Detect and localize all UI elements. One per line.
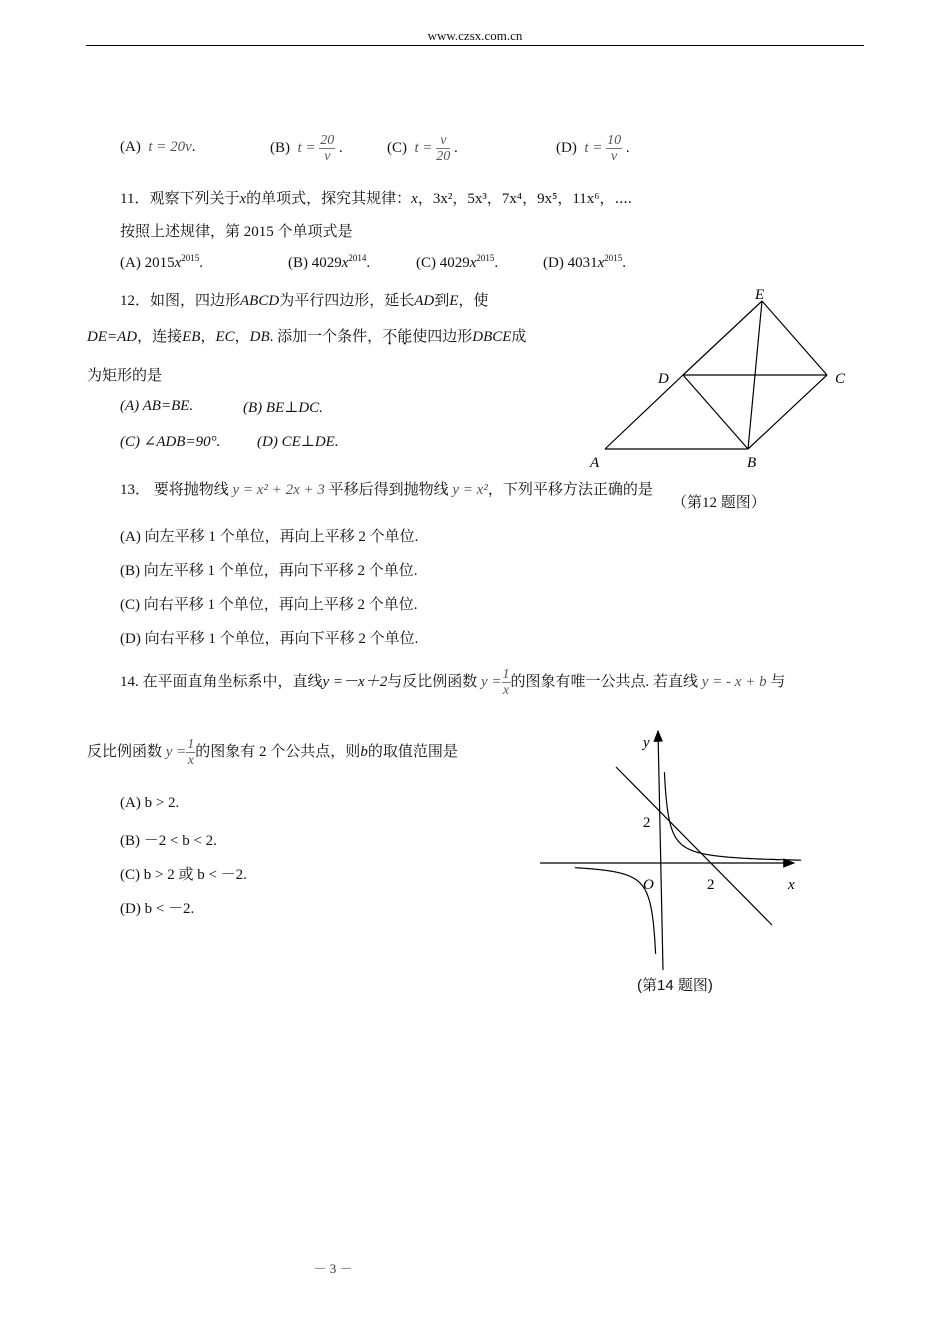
page-number: － 3 － bbox=[313, 1261, 353, 1276]
label-e: E bbox=[755, 287, 765, 303]
q12-option-c: (C) ∠ADB=90°. bbox=[120, 434, 221, 450]
segment-ad bbox=[605, 375, 683, 449]
segment-ec bbox=[762, 301, 827, 375]
q10-option-b: (B) t = $\frac{20}{v}$ . bbox=[270, 133, 343, 164]
q13-option-a: (A) 向左平移 1 个单位，再向上平移 2 个单位. bbox=[120, 529, 419, 545]
q14-figure bbox=[530, 725, 810, 975]
q13-option-b: (B) 向左平移 1 个单位，再向下平移 2 个单位. bbox=[120, 563, 418, 579]
header-rule bbox=[86, 45, 864, 46]
label-y-two: 2 bbox=[643, 815, 651, 831]
q14-line2: 反比例函数 y = $\frac{1}{x}$ 的图象有 2 个公共点，则b的取值范围是 bbox=[87, 737, 458, 768]
segment-bc bbox=[748, 375, 827, 449]
y-axis bbox=[658, 731, 663, 970]
q14-option-b: (B) －2 < b < 2. bbox=[120, 833, 217, 849]
label-x-axis: x bbox=[788, 877, 795, 893]
q10-option-d: (D) t = $\frac{10}{v}$ . bbox=[556, 133, 630, 164]
q12-option-b: (B) BE⊥DC. bbox=[243, 400, 323, 416]
q11-option-d: (D) $4031x^{2015}$. bbox=[543, 253, 626, 271]
page-header-site: www.czsx.com.cn bbox=[427, 28, 523, 43]
q11-option-a: (A) $2015x^{2015}$. bbox=[120, 253, 203, 271]
q11-stem: 11．观察下列关于x的单项式，探究其规律：x，3x²，5x³，7x⁴，9x⁵，11x⁶，⋯. bbox=[120, 191, 632, 207]
q11-option-b: (B) $4029x^{2014}$. bbox=[288, 253, 371, 271]
q12-option-d: (D) CE⊥DE. bbox=[257, 434, 339, 450]
label-origin: O bbox=[643, 877, 654, 893]
segment-de bbox=[683, 301, 762, 375]
q12-line3: 为矩形的是 bbox=[87, 368, 163, 384]
q13-option-c: (C) 向右平移 1 个单位，再向上平移 2 个单位. bbox=[120, 597, 418, 613]
label-c: C bbox=[835, 371, 846, 387]
q14-option-d: (D) b < －2. bbox=[120, 901, 195, 917]
q10-option-a: (A) t = 20v. bbox=[120, 139, 196, 155]
q12-figure bbox=[580, 282, 870, 482]
segment-db bbox=[683, 375, 748, 449]
q12-line2: DE=AD，连接EB，EC，DB. 添加一个条件，不能使四边形DBCE成 bbox=[87, 329, 527, 345]
q14-option-a: (A) b > 2. bbox=[120, 795, 180, 811]
line-graph bbox=[616, 767, 772, 925]
q12-option-a: (A) AB=BE. bbox=[120, 398, 194, 414]
q11-line2: 按照上述规律，第 2015 个单项式是 bbox=[120, 224, 353, 240]
q12-line1: 12．如图，四边形ABCD为平行四边形，延长AD到E，使 bbox=[120, 293, 489, 309]
q13-stem: 13． 要将抛物线 y = x² + 2x + 3 平移后得到抛物线 y = x²，下列平移方法正确的是 bbox=[120, 482, 653, 498]
label-b: B bbox=[747, 455, 757, 471]
label-a: A bbox=[590, 455, 600, 471]
q11-option-c: (C) $4029x^{2015}$. bbox=[416, 253, 499, 271]
q14-line1: 14. 在平面直角坐标系中，直线y =－x＋2与反比例函数 y = $\frac{1}{x}$ 的图象有唯一公共点. 若直线 y = - x + b 与 bbox=[120, 667, 786, 698]
label-d: D bbox=[658, 371, 669, 387]
hyperbola-branch-1 bbox=[664, 772, 801, 860]
q10-option-c: (C) t = $\frac{v}{20}$ . bbox=[387, 133, 458, 164]
q13-option-d: (D) 向右平移 1 个单位，再向下平移 2 个单位. bbox=[120, 631, 419, 647]
label-y-axis: y bbox=[643, 735, 650, 751]
label-x-two: 2 bbox=[707, 877, 715, 893]
q14-option-c: (C) b > 2 或 b < －2. bbox=[120, 867, 247, 883]
q14-figure-caption: (第14 题图) bbox=[637, 977, 713, 994]
q12-figure-caption: （第12 题图） bbox=[672, 495, 766, 511]
